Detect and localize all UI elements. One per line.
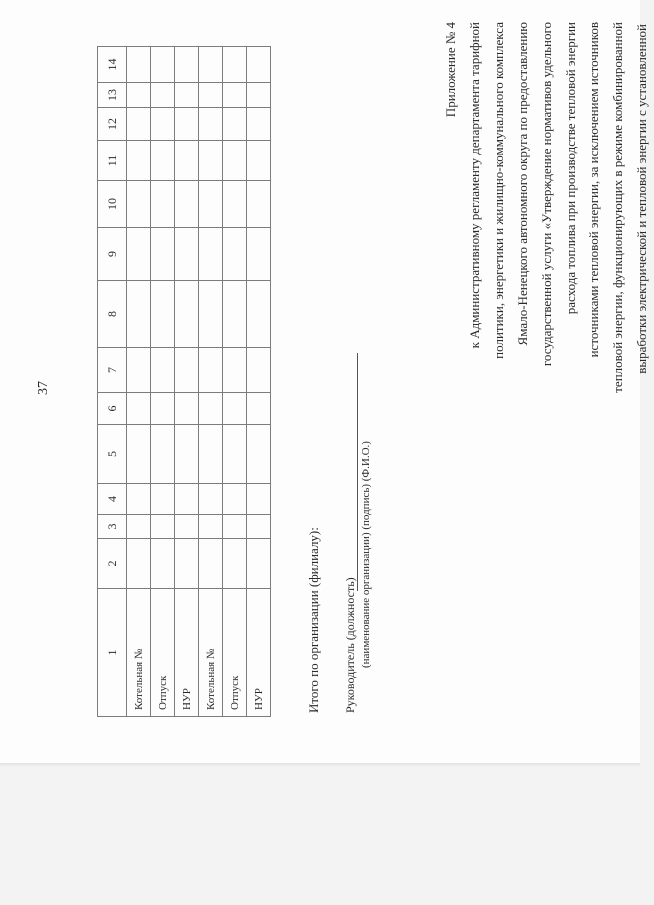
table-cell: НУР <box>247 589 271 717</box>
appendix-line: расхода топлива при производстве тепловой энергии <box>562 22 578 315</box>
table-cell: Котельная № <box>199 589 223 717</box>
table-header-cell: 6 <box>98 393 127 425</box>
table-header-cell: 12 <box>98 108 127 141</box>
table-header-cell: 14 <box>98 47 127 83</box>
table-header-cell: 9 <box>98 228 127 281</box>
appendix-line: политики, энергетики и жилищно-коммунального комплекса <box>490 22 506 359</box>
appendix-line: Ямало-Ненецкого автономного округа по предоставлению <box>514 22 530 346</box>
table-header-cell: 4 <box>98 484 127 515</box>
table-header-cell: 3 <box>98 515 127 539</box>
appendix-line: источниками тепловой энергии, за исключением источников <box>586 22 602 358</box>
signature-caption: (наименование организации) (подпись) (Ф.И.О.) <box>360 441 372 668</box>
appendix-line: государственной услуги «Утверждение нормативов удельного <box>538 22 554 367</box>
appendix-line: к Административному регламенту департамента тарифной <box>466 22 482 349</box>
totals-label: Итого по организации (филиалу): <box>306 527 321 713</box>
table-cell: НУР <box>175 589 199 717</box>
table-header-cell: 5 <box>98 425 127 484</box>
table-header-cell: 11 <box>98 141 127 181</box>
appendix-title: Приложение № 4 <box>443 22 458 118</box>
appendix-line: выработки электрической и тепловой энергии с установленной <box>634 24 650 374</box>
table-header-cell: 1 <box>98 589 127 717</box>
head-position-label: Руководитель (должность) <box>343 577 357 713</box>
appendix-line: тепловой энергии, функционирующих в режиме комбинированной <box>610 22 626 393</box>
table-cell: Отпуск <box>151 589 175 717</box>
table-cell: Отпуск <box>223 589 247 717</box>
table-header-cell: 2 <box>98 539 127 589</box>
table-header-cell: 13 <box>98 83 127 108</box>
table-header-cell: 10 <box>98 181 127 228</box>
page-number: 37 <box>36 381 51 395</box>
table-header-cell: 7 <box>98 348 127 393</box>
page-edge-shadow <box>0 763 640 767</box>
table-header-cell: 8 <box>98 281 127 348</box>
table-cell: Котельная № <box>127 589 151 717</box>
